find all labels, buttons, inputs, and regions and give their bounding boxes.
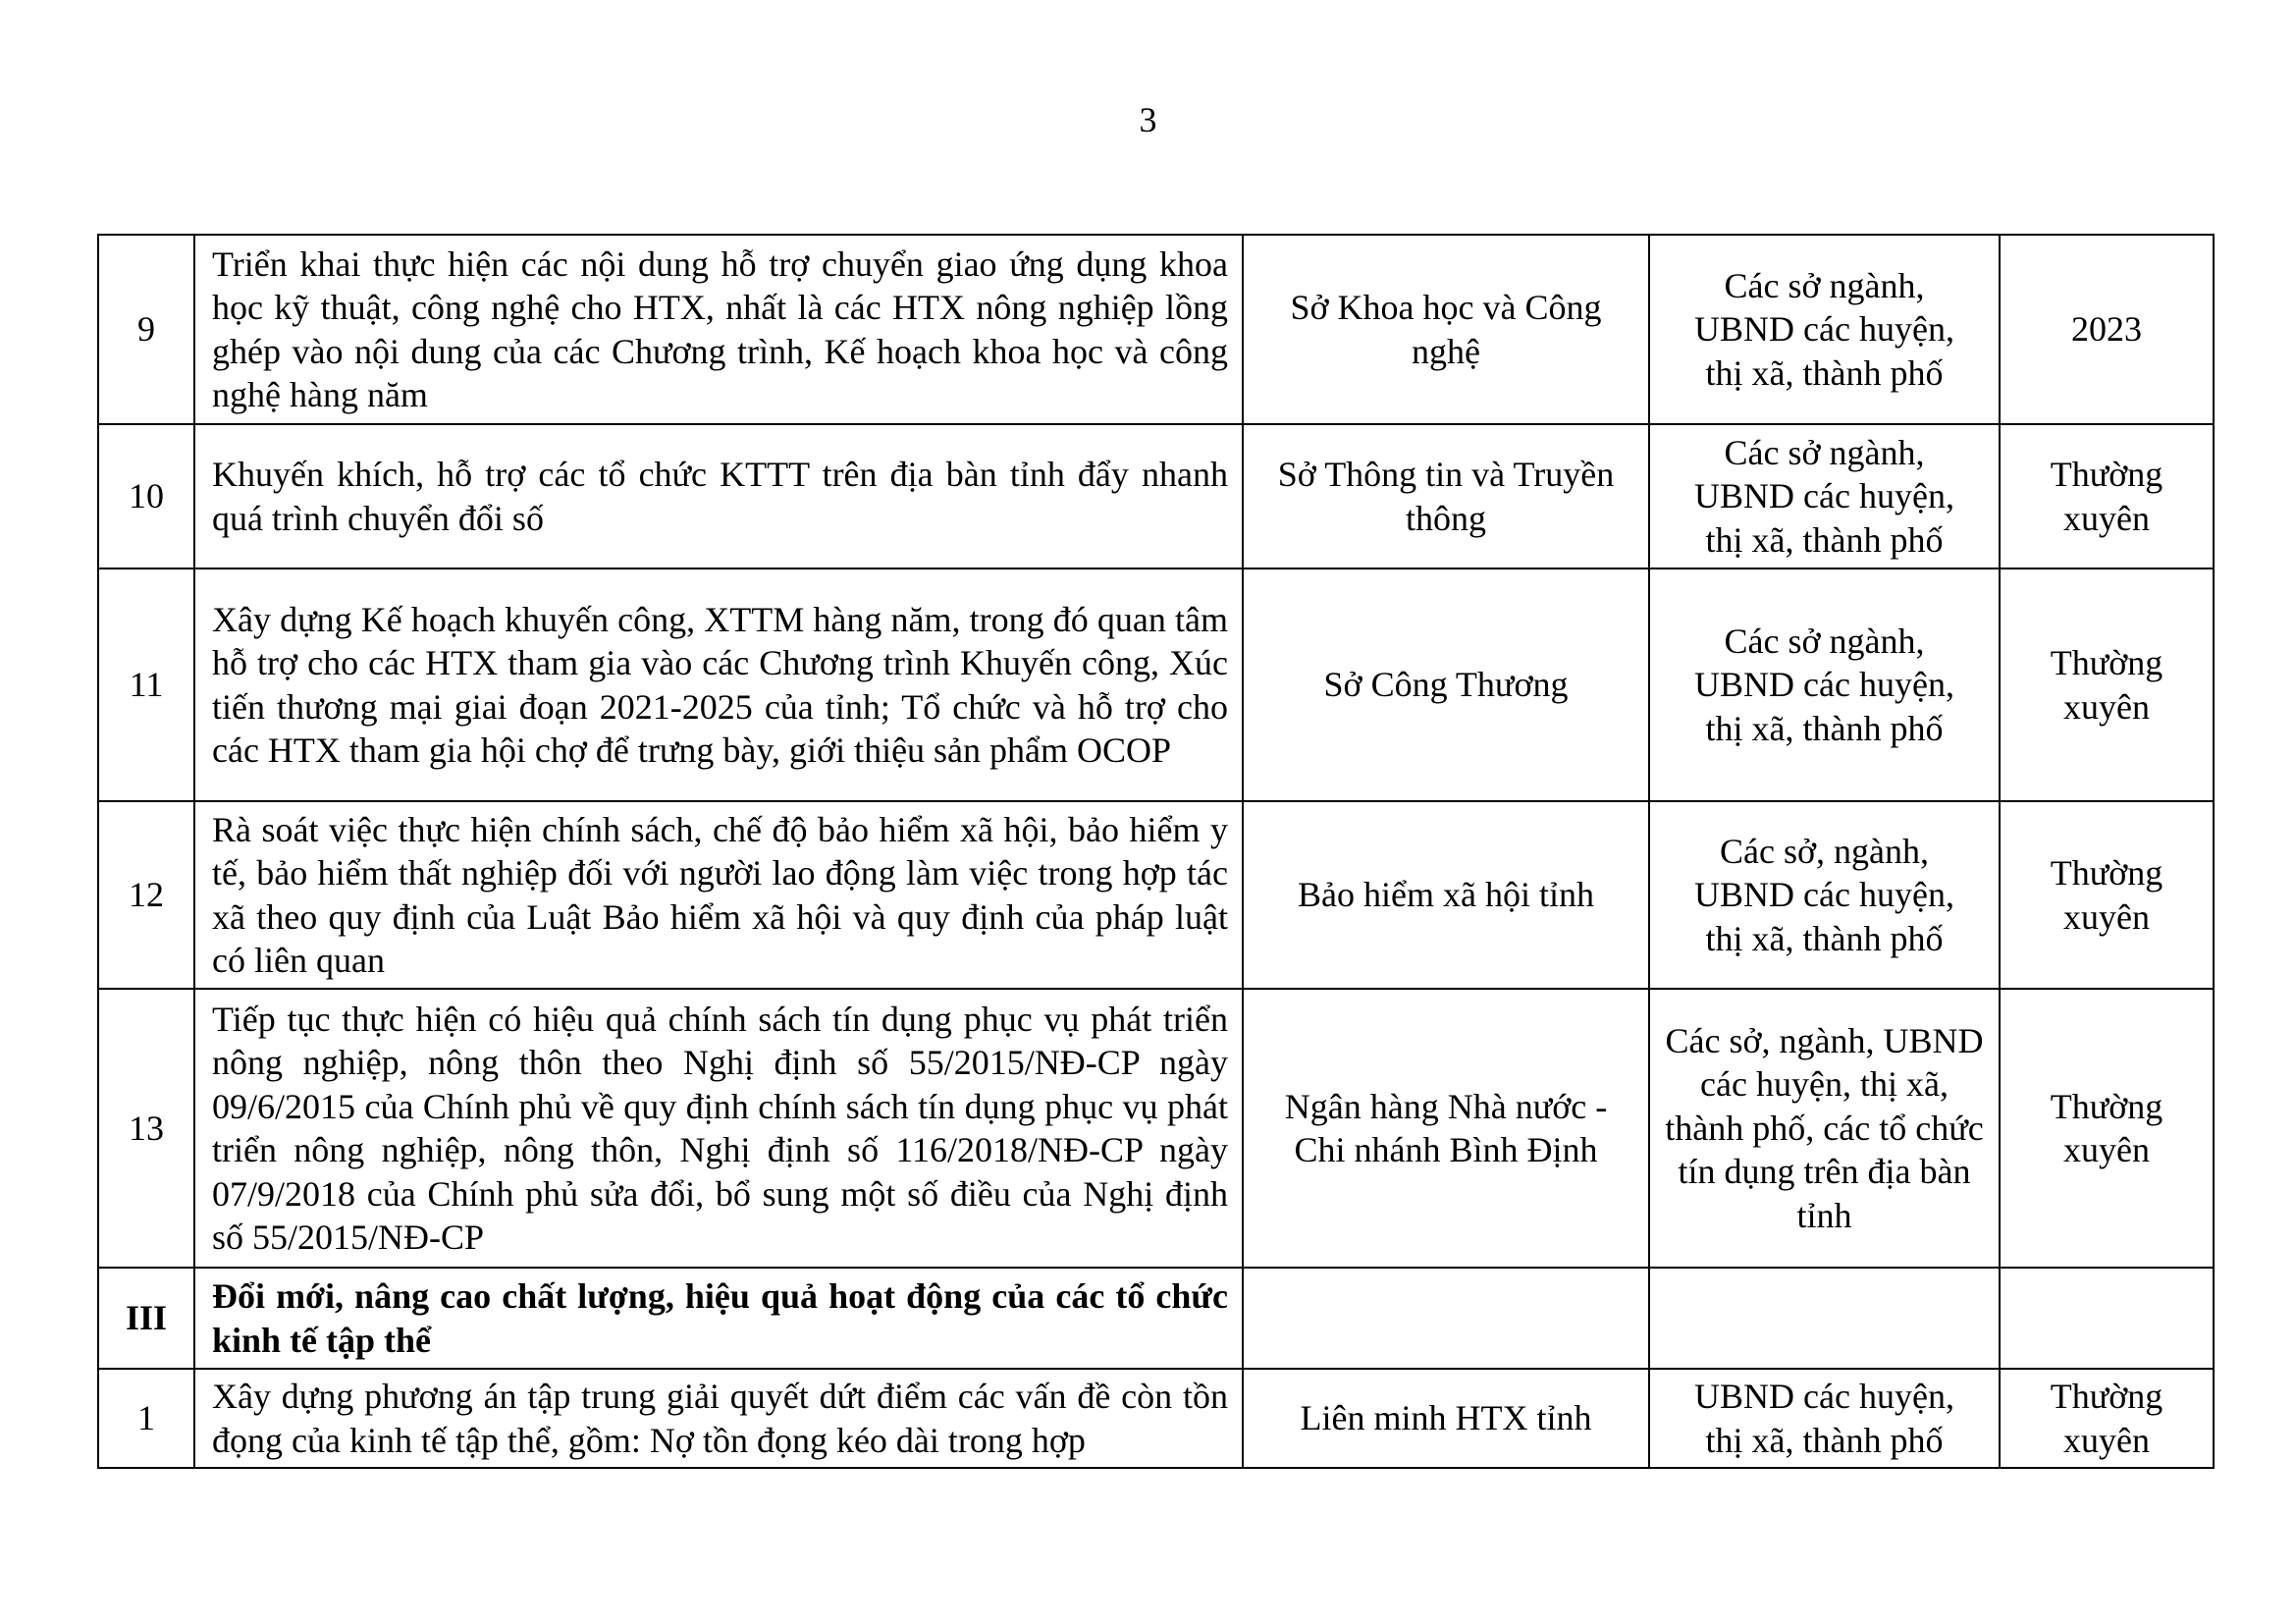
- timeline: 2023: [2000, 235, 2214, 424]
- row-number: 10: [98, 424, 194, 568]
- table-row: [98, 801, 2214, 989]
- task-content: Khuyến khích, hỗ trợ các tổ chức KTTT trên địa bàn tỉnh đẩy nhanh quá trình chuyển đổi số: [194, 424, 1243, 568]
- lead-agency: Liên minh HTX tỉnh: [1243, 1369, 1649, 1468]
- task-content: Xây dựng Kế hoạch khuyến công, XTTM hàng năm, trong đó quan tâm hỗ trợ cho các HTX tham gia vào các Chương trình Khuyến công, Xúc tiến thương mại giai đoạn 2021-2025 của tỉnh; Tổ chức và hỗ trợ cho các HTX tham gia hội chợ để trưng bày, giới thiệu sản phẩm OCOP: [194, 568, 1243, 801]
- timeline: Thường xuyên: [2000, 801, 2214, 989]
- coordinating-agency: UBND các huyện, thị xã, thành phố: [1649, 1369, 2000, 1468]
- task-content: Triển khai thực hiện các nội dung hỗ trợ chuyển giao ứng dụng khoa học kỹ thuật, công nghệ cho HTX, nhất là các HTX nông nghiệp lồng ghép vào nội dung của các Chương trình, Kế hoạch khoa học và công nghệ hàng năm: [194, 235, 1243, 424]
- row-number: 9: [98, 235, 194, 424]
- task-table: [97, 234, 2215, 1469]
- coordinating-agency: Các sở ngành, UBND các huyện, thị xã, thành phố: [1649, 568, 2000, 801]
- timeline: Thường xuyên: [2000, 1369, 2214, 1468]
- empty-cell: [1649, 1268, 2000, 1369]
- section-number: III: [98, 1268, 194, 1369]
- table-row: [98, 1369, 2214, 1468]
- section-row: [98, 1268, 2214, 1369]
- empty-cell: [2000, 1268, 2214, 1369]
- coordinating-agency: Các sở ngành, UBND các huyện, thị xã, thành phố: [1649, 235, 2000, 424]
- timeline: Thường xuyên: [2000, 568, 2214, 801]
- task-content: Tiếp tục thực hiện có hiệu quả chính sách tín dụng phục vụ phát triển nông nghiệp, nông thôn theo Nghị định số 55/2015/NĐ-CP ngày 09/6/2015 của Chính phủ về quy định chính sách tín dụng phục vụ phát triển nông nghiệp, nông thôn, Nghị định số 116/2018/NĐ-CP ngày 07/9/2018 của Chính phủ sửa đổi, bổ sung một số điều của Nghị định số 55/2015/NĐ-CP: [194, 989, 1243, 1268]
- row-number: 11: [98, 568, 194, 801]
- timeline: Thường xuyên: [2000, 424, 2214, 568]
- page-number: 3: [1139, 100, 1157, 139]
- task-content: Rà soát việc thực hiện chính sách, chế độ bảo hiểm xã hội, bảo hiểm y tế, bảo hiểm thất nghiệp đối với người lao động làm việc trong hợp tác xã theo quy định của Luật Bảo hiểm xã hội và quy định của pháp luật có liên quan: [194, 801, 1243, 989]
- table-row: [98, 568, 2214, 801]
- lead-agency: Ngân hàng Nhà nước - Chi nhánh Bình Định: [1243, 989, 1649, 1268]
- lead-agency: Sở Khoa học và Công nghệ: [1243, 235, 1649, 424]
- row-number: 1: [98, 1369, 194, 1468]
- timeline: Thường xuyên: [2000, 989, 2214, 1268]
- row-number: 12: [98, 801, 194, 989]
- task-content: Xây dựng phương án tập trung giải quyết dứt điểm các vấn đề còn tồn đọng của kinh tế tập thể, gồm: Nợ tồn đọng kéo dài trong hợp: [194, 1369, 1243, 1468]
- coordinating-agency: Các sở ngành, UBND các huyện, thị xã, thành phố: [1649, 424, 2000, 568]
- lead-agency: Sở Công Thương: [1243, 568, 1649, 801]
- lead-agency: Bảo hiểm xã hội tỉnh: [1243, 801, 1649, 989]
- empty-cell: [1243, 1268, 1649, 1369]
- coordinating-agency: Các sở, ngành, UBND các huyện, thị xã, thành phố: [1649, 801, 2000, 989]
- lead-agency: Sở Thông tin và Truyền thông: [1243, 424, 1649, 568]
- table-row: [98, 424, 2214, 568]
- section-title: Đổi mới, nâng cao chất lượng, hiệu quả hoạt động của các tổ chức kinh tế tập thể: [194, 1268, 1243, 1369]
- row-number: 13: [98, 989, 194, 1268]
- coordinating-agency: Các sở, ngành, UBND các huyện, thị xã, thành phố, các tổ chức tín dụng trên địa bàn tỉnh: [1649, 989, 2000, 1268]
- table-row: [98, 235, 2214, 424]
- table-row: [98, 989, 2214, 1268]
